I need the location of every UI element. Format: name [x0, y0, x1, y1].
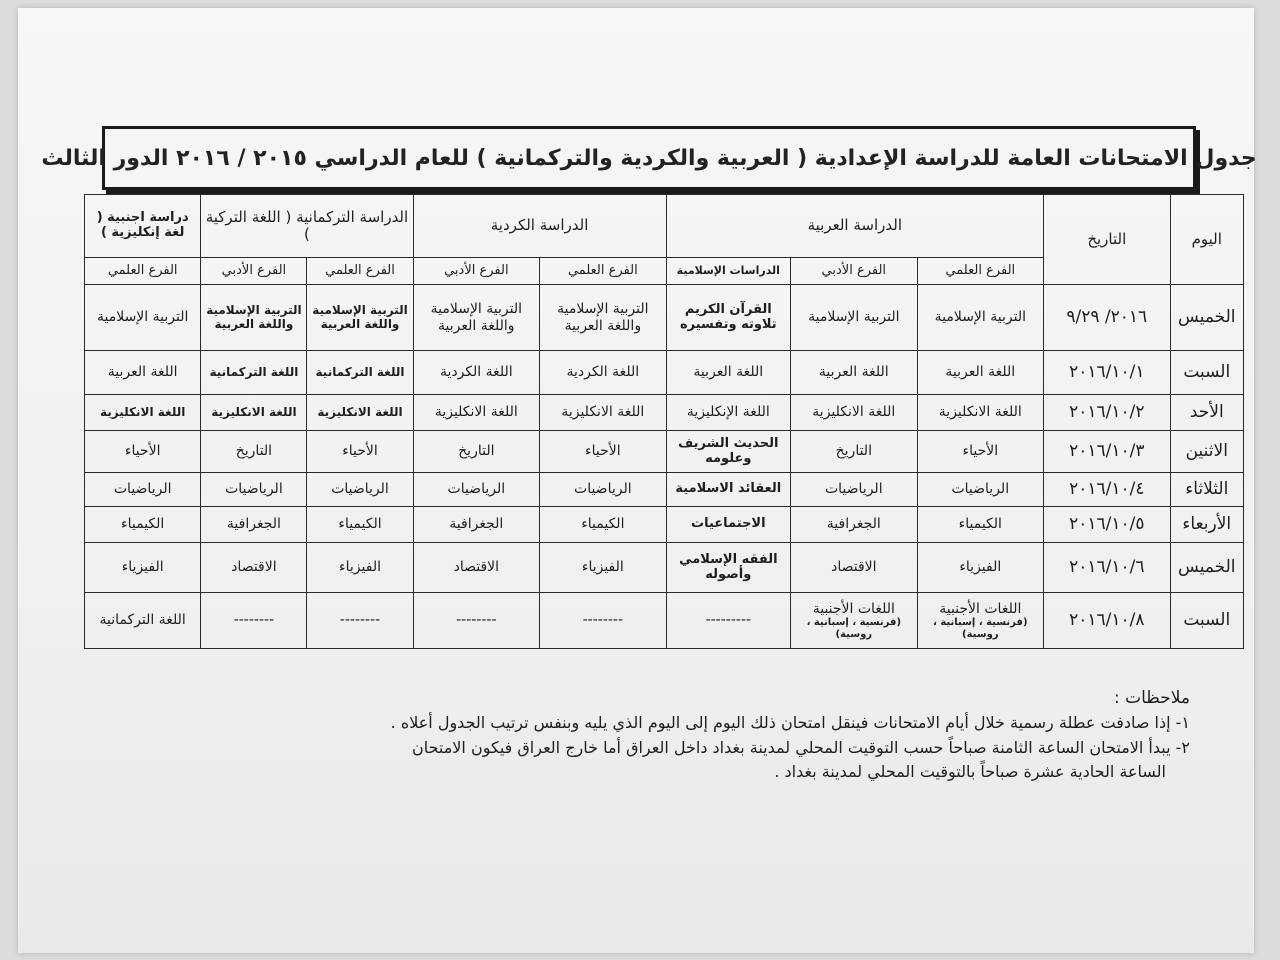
subject-cell: القرآن الكريم تلاوته وتفسيره	[666, 285, 790, 351]
subject-cell: الرياضيات	[540, 473, 667, 507]
subject-cell: اللغة التركمانية	[85, 593, 201, 649]
subject-cell: الرياضيات	[85, 473, 201, 507]
subject-cell: اللغة الكردية	[413, 351, 540, 395]
date-cell: ٢٠١٦/ ٩/٢٩	[1044, 285, 1171, 351]
subject-cell: --------	[201, 593, 307, 649]
subject-cell: اللغة الانكليزية	[917, 395, 1044, 431]
subject-cell: الأحياء	[307, 431, 413, 473]
subject-cell: التاريخ	[413, 431, 540, 473]
branch-turkmen-literary: الفرع الأدبي	[201, 258, 307, 285]
subject-cell: الفقه الإسلامي وأصوله	[666, 543, 790, 593]
subject-cell: الكيمياء	[307, 507, 413, 543]
branch-arabic-islamic: الدراسات الإسلامية	[666, 258, 790, 285]
day-cell: الخميس	[1170, 543, 1243, 593]
exam-schedule-table	[84, 194, 1244, 649]
header-kurdish-study: الدراسة الكردية	[413, 195, 666, 258]
subject-cell: الأحياء	[85, 431, 201, 473]
date-cell: ٢٠١٦/١٠/٣	[1044, 431, 1171, 473]
subject-cell: التربية الإسلامية واللغة العربية	[201, 285, 307, 351]
notes-heading: ملاحظات :	[1113, 688, 1190, 708]
subject-cell: العقائد الاسلامية	[666, 473, 790, 507]
branch-arabic-literary: الفرع الأدبي	[791, 258, 918, 285]
subject-cell: الفيزياء	[307, 543, 413, 593]
day-cell: الأربعاء	[1170, 507, 1243, 543]
note-item-1: ١- إذا صادفت عطلة رسمية خلال أيام الامتحانات فينقل امتحان ذلك اليوم إلى اليوم الذي يليه وبنفس ترتيب الجدول أعلاه .	[390, 713, 1190, 732]
subject-cell: اللغة الإنكليزية	[666, 395, 790, 431]
subject-cell: الاقتصاد	[201, 543, 307, 593]
subject-cell: اللغة الانكليزية	[791, 395, 918, 431]
subject-note: (فرنسية ، إسبانية ، روسية)	[933, 617, 1028, 640]
branch-turkmen-scientific: الفرع العلمي	[307, 258, 413, 285]
subject-cell: الجغرافية	[413, 507, 540, 543]
subject-cell: الجغرافية	[201, 507, 307, 543]
subject-cell: --------	[540, 593, 667, 649]
subject-cell: الاقتصاد	[791, 543, 918, 593]
table-row	[85, 351, 1244, 395]
table-row	[85, 431, 1244, 473]
subject-cell: الكيمياء	[85, 507, 201, 543]
subject-cell: الأحياء	[917, 431, 1044, 473]
header-date: التاريخ	[1044, 195, 1171, 285]
subject-cell: التاريخ	[201, 431, 307, 473]
day-cell: السبت	[1170, 593, 1243, 649]
day-cell: الخميس	[1170, 285, 1243, 351]
table-row	[85, 543, 1244, 593]
day-cell: الأحد	[1170, 395, 1243, 431]
subject-name: اللغات الأجنبية	[939, 600, 1022, 617]
subject-cell: --------	[307, 593, 413, 649]
branch-kurdish-literary: الفرع الأدبي	[413, 258, 540, 285]
day-cell: الاثنين	[1170, 431, 1243, 473]
subject-cell: التربية الإسلامية واللغة العربية	[307, 285, 413, 351]
subject-cell: الرياضيات	[791, 473, 918, 507]
subject-cell: الأحياء	[540, 431, 667, 473]
document-sheet	[18, 8, 1257, 953]
subject-cell: التربية الإسلامية	[85, 285, 201, 351]
table-row	[85, 473, 1244, 507]
day-cell: السبت	[1170, 351, 1243, 395]
subject-cell: الحديث الشريف وعلومه	[666, 431, 790, 473]
document-title-box	[41, 126, 1257, 190]
header-turkmen-study: الدراسة التركمانية ( اللغة التركية )	[201, 195, 413, 258]
table-row	[85, 593, 1244, 649]
subject-cell: التربية الإسلامية واللغة العربية	[540, 285, 667, 351]
subject-cell	[791, 593, 918, 649]
branch-arabic-scientific: الفرع العلمي	[917, 258, 1044, 285]
subject-cell: اللغة العربية	[791, 351, 918, 395]
subject-cell: الجغرافية	[791, 507, 918, 543]
subject-cell: التربية الإسلامية واللغة العربية	[413, 285, 540, 351]
date-cell: ٢٠١٦/١٠/١	[1044, 351, 1171, 395]
subject-cell: اللغة العربية	[85, 351, 201, 395]
subject-cell: اللغة العربية	[666, 351, 790, 395]
table-row	[85, 285, 1244, 351]
subject-cell: اللغة العربية	[917, 351, 1044, 395]
branch-foreign-scientific: الفرع العلمي	[85, 258, 201, 285]
branch-kurdish-scientific: الفرع العلمي	[540, 258, 667, 285]
subject-cell: الرياضيات	[917, 473, 1044, 507]
subject-cell: الفيزياء	[917, 543, 1044, 593]
subject-name: اللغات الأجنبية	[812, 600, 895, 617]
subject-cell: اللغة الكردية	[540, 351, 667, 395]
subject-cell: التربية الإسلامية	[917, 285, 1044, 351]
day-cell: الثلاثاء	[1170, 473, 1243, 507]
note-item-2: ٢- يبدأ الامتحان الساعة الثامنة صباحاً حسب التوقيت المحلي لمدينة بغداد داخل العراق أما خارج العراق فيكون الامتحان	[411, 737, 1190, 757]
subject-cell: اللغة الانكليزية	[540, 395, 667, 431]
subject-cell: الرياضيات	[413, 473, 540, 507]
subject-note: (فرنسية ، إسبانية ، روسية)	[806, 617, 902, 640]
table-row	[85, 507, 1244, 543]
subject-cell: ---------	[666, 593, 790, 649]
subject-cell	[917, 593, 1044, 649]
subject-cell: الرياضيات	[307, 473, 413, 507]
subject-cell: الاقتصاد	[413, 543, 540, 593]
subject-cell: الاجتماعيات	[666, 507, 790, 543]
date-cell: ٢٠١٦/١٠/٤	[1044, 473, 1171, 507]
subject-cell: اللغة الانكليزية	[85, 395, 201, 431]
subject-cell: الكيمياء	[540, 507, 667, 543]
subject-cell: اللغة التركمانية	[201, 351, 307, 395]
subject-cell: الرياضيات	[201, 473, 307, 507]
subject-cell: التربية الإسلامية	[791, 285, 918, 351]
document-title: جدول الامتحانات العامة للدراسة الإعدادية ( العربية والكردية والتركمانية ) للعام الدراسي ٢٠١٥ / ٢٠١٦ الدور الثالث	[41, 145, 1257, 171]
date-cell: ٢٠١٦/١٠/٥	[1044, 507, 1171, 543]
subject-cell: اللغة الانكليزية	[201, 395, 307, 431]
date-cell: ٢٠١٦/١٠/٢	[1044, 395, 1171, 431]
header-row-groups	[85, 195, 1244, 258]
subject-cell: --------	[413, 593, 540, 649]
date-cell: ٢٠١٦/١٠/٨	[1044, 593, 1171, 649]
subject-cell: الكيمياء	[917, 507, 1044, 543]
table-row	[85, 395, 1244, 431]
header-arabic-study: الدراسة العربية	[666, 195, 1043, 258]
subject-cell: التاريخ	[791, 431, 918, 473]
subject-cell: اللغة التركمانية	[307, 351, 413, 395]
subject-cell: الفيزياء	[85, 543, 201, 593]
header-day: اليوم	[1170, 195, 1243, 285]
subject-cell: اللغة الانكليزية	[413, 395, 540, 431]
notes-section	[90, 688, 1190, 786]
date-cell: ٢٠١٦/١٠/٦	[1044, 543, 1171, 593]
subject-cell: الفيزياء	[540, 543, 667, 593]
subject-cell: اللغة الانكليزية	[307, 395, 413, 431]
header-foreign-study: دراسة اجنبية ( لغة إنكليزية )	[85, 195, 201, 258]
note-item-2-continuation: الساعة الحادية عشرة صباحاً بالتوقيت المحلي لمدينة بغداد .	[774, 762, 1166, 782]
